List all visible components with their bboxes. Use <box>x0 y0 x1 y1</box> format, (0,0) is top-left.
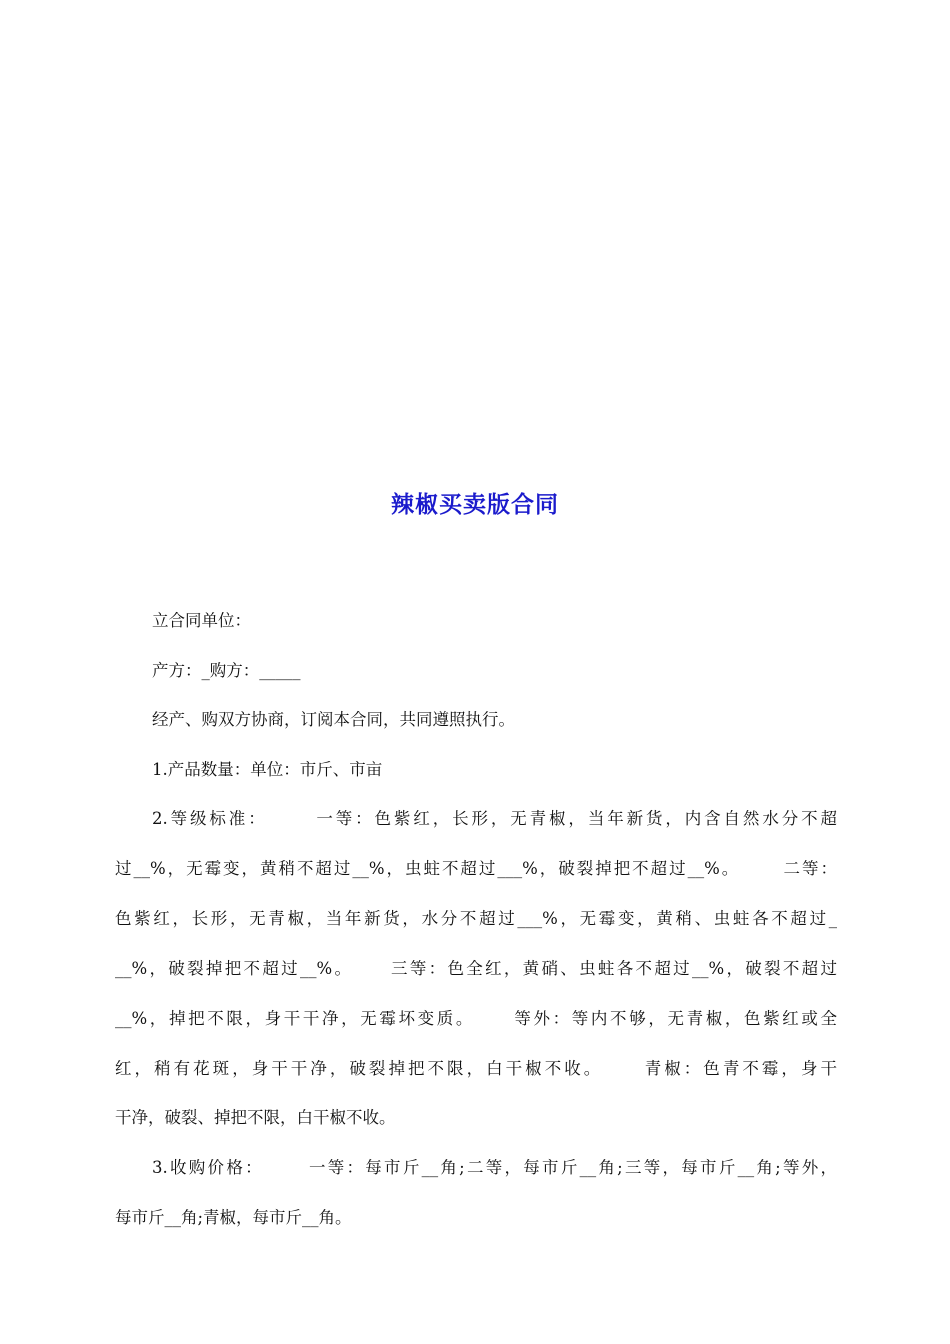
clause-price-line-1: 3.收购价格： 一等：每市斤__角;二等，每市斤__角;三等，每市斤__角;等外， <box>152 1158 837 1177</box>
clause-grade-line-4: __%，破裂掉把不超过__%。 三等：色全红，黄硝、虫蛀各不超过__%，破裂不超过 <box>115 959 837 978</box>
clause-grade-line-2: 过__%，无霉变，黄稍不超过__%，虫蛀不超过___%，破裂掉把不超过__%。 二等： <box>115 859 837 878</box>
clause-grade-line-6: 红，稍有花斑，身干干净，破裂掉把不限，白干椒不收。 青椒：色青不霉，身干 <box>115 1059 837 1078</box>
clause-grade-line-7: 干净，破裂、掉把不限，白干椒不收。 <box>115 1108 396 1127</box>
agreement-statement: 经产、购双方协商，订阅本合同，共同遵照执行。 <box>152 710 515 729</box>
clause-grade-line-1: 2.等级标准： 一等：色紫红，长形，无青椒，当年新货，内含自然水分不超 <box>152 809 837 828</box>
clause-grade-line-5: __%，掉把不限，身干干净，无霉坏变质。 等外：等内不够，无青椒，色紫红或全 <box>115 1009 837 1028</box>
clause-quantity: 1.产品数量：单位：市斤、市亩 <box>152 760 383 779</box>
seller-buyer-line: 产方：_购方：_____ <box>152 661 301 680</box>
document-title: 辣椒买卖版合同 <box>391 492 559 518</box>
clause-grade-line-3: 色紫红，长形，无青椒，当年新货，水分不超过___%，无霉变，黄稍、虫蛀各不超过_ <box>115 909 837 928</box>
clause-price-line-2: 每市斤__角;青椒，每市斤__角。 <box>115 1208 352 1227</box>
contract-parties-heading: 立合同单位： <box>152 611 251 630</box>
